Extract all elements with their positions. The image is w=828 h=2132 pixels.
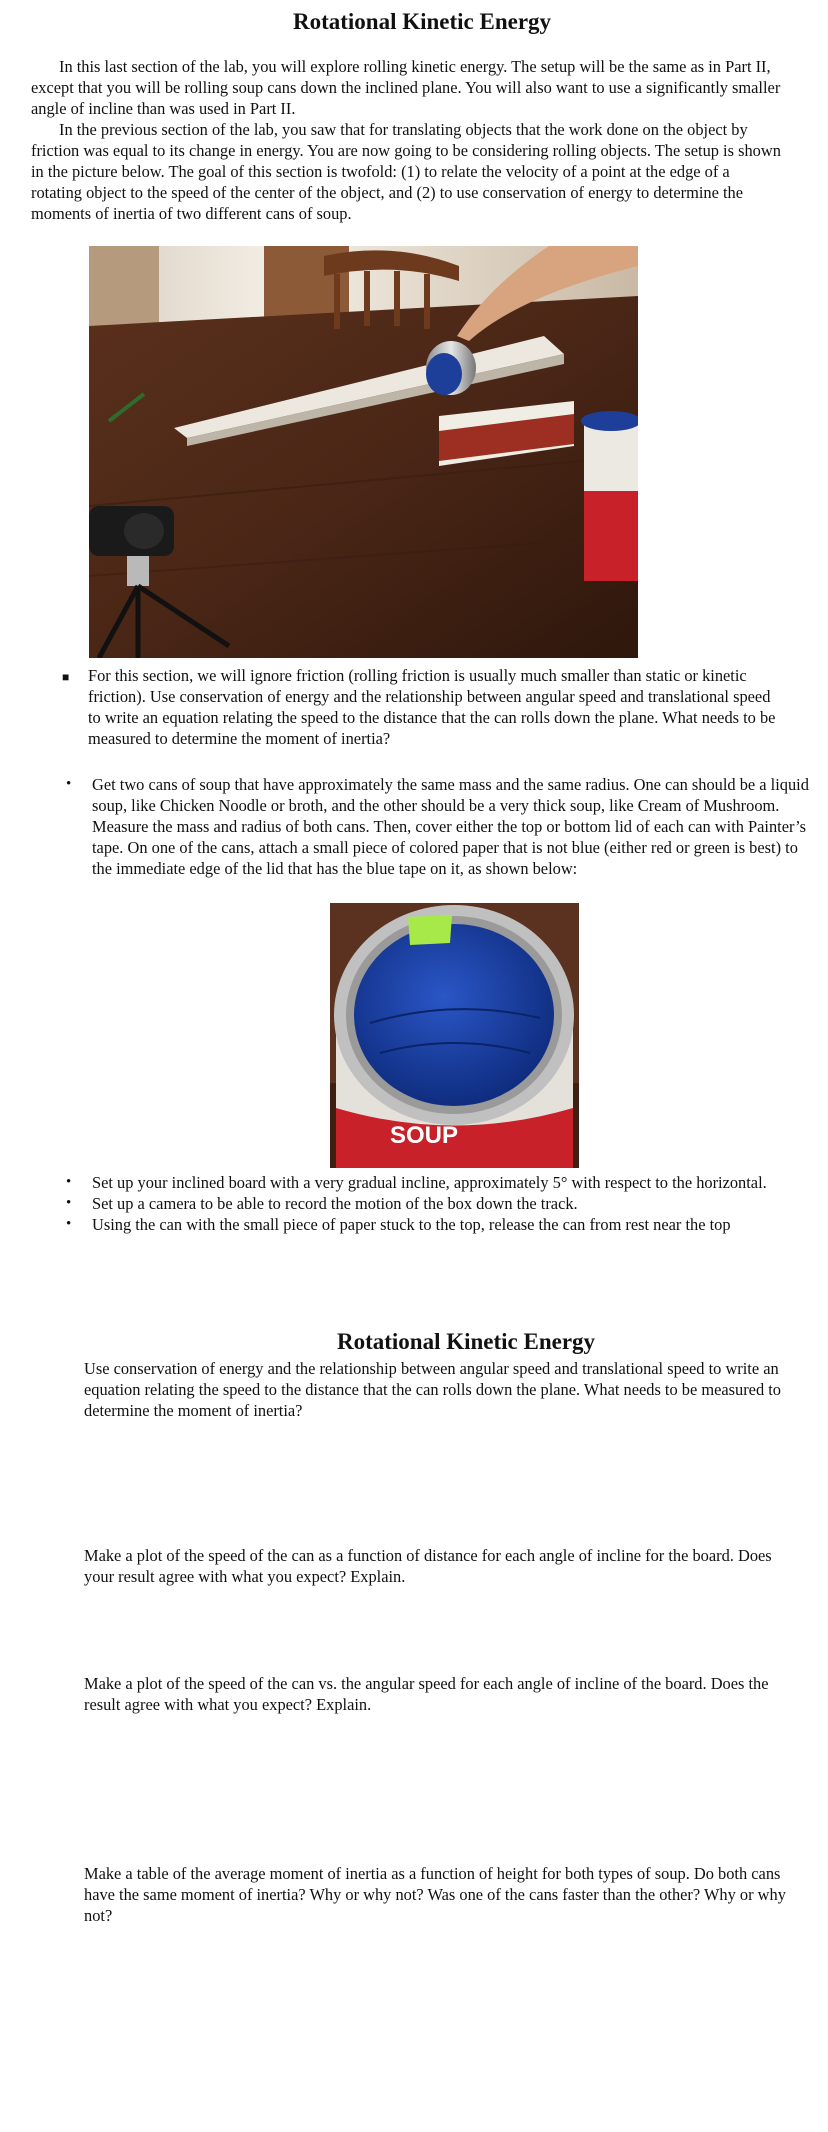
page-title: Rotational Kinetic Energy: [292, 9, 552, 34]
intro-text: [31, 56, 783, 224]
bullet-item-get-cans: [66, 774, 810, 879]
bullet-text-release: Using the can with the small piece of paper stuck to the top, release the can from rest near the top: [92, 1215, 731, 1234]
square-bullet-text: For this section, we will ignore friction (rolling friction is usually much smaller than static or kinetic friction). Use conservation of energy and the relationship between angular speed and translational speed to write an equation relating the speed to the distance that the can rolls down the plane. What needs to be measured to determine the moment of inertia?: [88, 666, 776, 748]
setup-photo: [89, 246, 638, 658]
bullet-dot-icon: •: [66, 1174, 72, 1190]
svg-text:SOUP: SOUP: [390, 1122, 459, 1149]
question-1: Use conservation of energy and the relationship between angular speed and translational speed to write an equation relating the speed to the distance that the can rolls down the plane. What needs to be measured to determine the moment of inertia?: [84, 1359, 781, 1420]
bullet-dot-icon: •: [66, 1216, 72, 1232]
bullet-item: [66, 1172, 810, 1193]
bullet-text-camera: Set up a camera to be able to record the motion of the box down the track.: [92, 1194, 578, 1213]
intro-paragraph-1: In this last section of the lab, you will explore rolling kinetic energy. The setup will be the same as in Part II, except that you will be rolling soup cans down the inclined plane. You will also want to use a significantly smaller angle of incline than was used in Part II.: [31, 57, 781, 118]
can-tape-photo-image: [330, 903, 579, 1168]
question-3: Make a plot of the speed of the can vs. the angular speed for each angle of incline of the board. Does the result agree with what you expect? Explain.: [84, 1674, 769, 1714]
bullet-text-incline: Set up your inclined board with a very gradual incline, approximately 5° with respect to the horizontal.: [92, 1173, 767, 1192]
question-2: Make a plot of the speed of the can as a function of distance for each angle of incline for the board. Does your result agree with what you expect? Explain.: [84, 1546, 772, 1586]
question-4: Make a table of the average moment of inertia as a function of height for both types of soup. Do both cans have the same moment of inertia? Why or why not? Was one of the cans faster than the other? Why or why not?: [84, 1864, 786, 1925]
bullet-dot-icon: •: [66, 776, 72, 792]
bullet-item: [66, 1193, 810, 1214]
section-2-title: Rotational Kinetic Energy: [336, 1329, 596, 1354]
intro-paragraph-2: In the previous section of the lab, you saw that for translating objects that the work done on the object by friction was equal to its change in energy. You are now going to be considering rolling objects. The setup is shown in the picture below. The goal of this section is twofold: (1) to relate the velocity of a point at the edge of a rotating object to the speed of the center of the object, and (2) to use conservation of energy to determine the moments of inertia of two different cans of soup.: [31, 120, 781, 223]
bullet-text-get-cans: Get two cans of soup that have approximately the same mass and the same radius. One can should be a liquid soup, like Chicken Noodle or broth, and the other should be a very thick soup, like Cream of Mushroom. Measure the mass and radius of both cans. Then, cover either the top or bottom lid of each can with Painter’s tape. On one of the cans, attach a small piece of colored paper that is not blue (either red or green is best) to the immediate edge of the lid that has the blue tape on it, as shown below:: [92, 775, 809, 878]
bullet-list: [66, 1172, 810, 1235]
bullet-dot-icon: •: [66, 1195, 72, 1211]
square-bullet-item: [62, 665, 778, 749]
square-bullet-icon: ■: [62, 670, 70, 684]
bullet-item: [66, 1214, 810, 1235]
can-tape-photo: [330, 903, 579, 1168]
setup-photo-image: [89, 246, 638, 658]
